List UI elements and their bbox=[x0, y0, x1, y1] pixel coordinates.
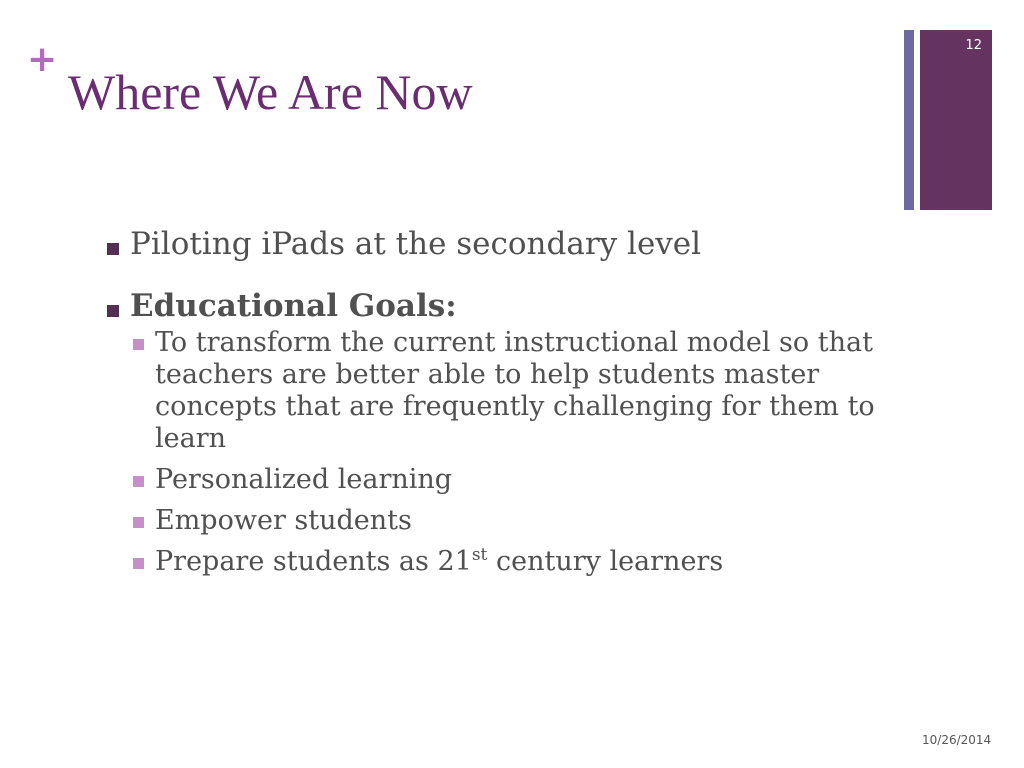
sub-bullet-list bbox=[129, 327, 924, 578]
square-bullet-icon bbox=[133, 339, 144, 350]
sub-bullet-text: Empower students bbox=[155, 505, 412, 537]
accent-bar-thin bbox=[904, 30, 914, 210]
bullet-text: Educational Goals: bbox=[130, 288, 457, 325]
sub-bullet-item bbox=[129, 546, 924, 578]
bullet-item bbox=[104, 226, 924, 263]
slide-title: Where We Are Now bbox=[68, 64, 473, 120]
sub-bullet-text: Personalized learning bbox=[155, 464, 453, 496]
plus-icon: + bbox=[27, 39, 58, 80]
accent-bar bbox=[920, 30, 992, 210]
square-bullet-icon bbox=[133, 558, 144, 569]
square-bullet-icon bbox=[107, 243, 119, 255]
square-bullet-icon bbox=[133, 517, 144, 528]
bullet-item bbox=[104, 288, 924, 325]
slide-date: 10/26/2014 bbox=[922, 733, 992, 747]
sub-bullet-text-after: century learners bbox=[487, 546, 724, 578]
slide-number: 12 bbox=[965, 38, 982, 53]
bullet-list bbox=[104, 226, 924, 587]
ordinal-superscript: st bbox=[471, 545, 488, 566]
bullet-text: Piloting iPads at the secondary level bbox=[130, 226, 702, 262]
sub-bullet-item bbox=[129, 327, 924, 455]
sub-bullet-text bbox=[155, 546, 924, 578]
square-bullet-icon bbox=[107, 305, 119, 317]
sub-bullet-text-before: Prepare students as 21 bbox=[155, 546, 472, 578]
square-bullet-icon bbox=[133, 476, 144, 487]
sub-bullet-item bbox=[129, 464, 924, 496]
sub-bullet-item bbox=[129, 505, 924, 537]
sub-bullet-text: To transform the current instructional model so that teachers are better able to help students master concepts that are frequently challenging for them to learn bbox=[155, 327, 875, 455]
